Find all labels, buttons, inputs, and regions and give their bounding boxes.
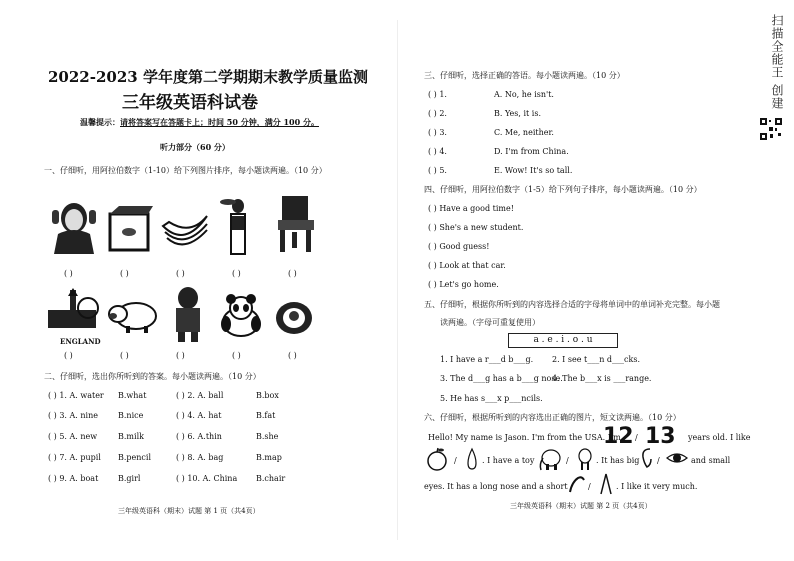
- option-slash: /: [566, 456, 569, 465]
- listening-header: 听力部分（60 分）: [160, 142, 230, 152]
- notice: [80, 117, 319, 128]
- answer-number[interactable]: ( ) 3.: [428, 128, 447, 137]
- choice-b: B.girl: [118, 474, 141, 483]
- panda-picture: [218, 294, 264, 338]
- answer-option: A. No, he isn't.: [494, 90, 554, 99]
- choice-b: B.box: [256, 391, 279, 400]
- box-picture: [107, 204, 153, 254]
- passage-line3-end: . I like it very much.: [616, 482, 698, 491]
- fill-word[interactable]: 3. The d___g has a b___g nose.: [440, 374, 563, 383]
- answer-number[interactable]: ( ) 5.: [428, 166, 447, 175]
- answer-option: B. Yes, it is.: [494, 109, 541, 118]
- bananas-picture: [161, 206, 209, 246]
- passage-line1-start: Hello! My name is Jason. I'm from the USA. I'm: [428, 433, 621, 442]
- section3-instruction: 三、仔细听，选择正确的答语。每小题读两遍。（10 分）: [424, 71, 625, 80]
- passage-line3-start: eyes. It has a long nose and a short: [424, 482, 568, 491]
- long-tail-picture[interactable]: [598, 472, 614, 496]
- option-slash: /: [588, 482, 591, 491]
- eye-picture[interactable]: [666, 450, 688, 466]
- page-footer-left: 三年级英语科（期末）试题 第 1 页（共4页）: [118, 507, 260, 515]
- choice-b: B.fat: [256, 411, 276, 420]
- option-slash: /: [635, 433, 638, 442]
- choice-b: B.she: [256, 432, 279, 441]
- sentence-item[interactable]: ( ) Have a good time!: [428, 204, 514, 213]
- answer-paren[interactable]: ( ): [176, 269, 185, 278]
- answer-paren[interactable]: ( ): [288, 269, 297, 278]
- notice-text: 请将答案写在答题卡上；时间 50 分钟，满分 100 分。: [120, 117, 319, 127]
- choice-b: B.what: [118, 391, 147, 400]
- choice-b: B.map: [256, 453, 282, 462]
- exam-title-line1: 2022-2023 学年度第二学期期末教学质量监测: [48, 68, 368, 86]
- answer-paren[interactable]: ( ): [176, 351, 185, 360]
- answer-paren[interactable]: ( ): [232, 351, 241, 360]
- choice-b: B.pencil: [118, 453, 152, 462]
- answer-number[interactable]: ( ) 1.: [428, 90, 447, 99]
- fill-word[interactable]: 4. The b___x is ___range.: [552, 374, 652, 383]
- answer-paren[interactable]: ( ): [120, 351, 129, 360]
- england-label: ENGLAND: [60, 337, 101, 346]
- apple-picture[interactable]: [426, 447, 448, 471]
- knight-picture: [168, 286, 208, 344]
- sentence-item[interactable]: ( ) Let's go home.: [428, 280, 499, 289]
- choice-item[interactable]: ( ) 2. A. ball: [176, 391, 224, 400]
- passage-small: and small: [691, 456, 731, 465]
- exam-title-line2: 三年级英语科试卷: [122, 93, 258, 113]
- answer-number[interactable]: ( ) 4.: [428, 147, 447, 156]
- page-footer-right: 三年级英语科（期末）试题 第 2 页（共4页）: [510, 502, 652, 510]
- bird-nest-picture: [272, 292, 316, 338]
- section5-instruction-line2: 读两遍。（字母可重复使用）: [440, 318, 540, 327]
- answer-paren[interactable]: ( ): [232, 269, 241, 278]
- answer-paren[interactable]: ( ): [288, 351, 297, 360]
- passage-line1-end: years old. I like: [688, 433, 751, 442]
- pig-picture: [106, 298, 158, 334]
- choice-b: B.milk: [118, 432, 144, 441]
- section4-instruction: 四、仔细听，用阿拉伯数字（1-5）给下列句子排序，每小题读两遍。（10 分）: [424, 185, 702, 194]
- choice-item[interactable]: ( ) 3. A. nine: [48, 411, 98, 420]
- choice-b: B.nice: [118, 411, 144, 420]
- answer-option: C. Me, neither.: [494, 128, 554, 137]
- choice-item[interactable]: ( ) 4. A. hat: [176, 411, 222, 420]
- answer-paren[interactable]: ( ): [64, 269, 73, 278]
- short-tail-picture[interactable]: [566, 472, 586, 496]
- choice-item[interactable]: ( ) 10. A. China: [176, 474, 238, 483]
- choice-b: B.chair: [256, 474, 286, 483]
- choice-item[interactable]: ( ) 1. A. water: [48, 391, 104, 400]
- section5-instruction-line1: 五、仔细听，根据你所听到的内容选择合适的字母将单词中的单词补充完整。每小题: [424, 300, 720, 309]
- pear-picture[interactable]: [466, 447, 478, 471]
- choice-item[interactable]: ( ) 7. A. pupil: [48, 453, 101, 462]
- section1-instruction: 一、仔细听，用阿拉伯数字（1-10）给下列图片排序，每小题读两遍。（10 分）: [44, 166, 327, 175]
- choice-item[interactable]: ( ) 5. A. new: [48, 432, 98, 441]
- answer-number[interactable]: ( ) 2.: [428, 109, 447, 118]
- choice-item[interactable]: ( ) 6. A.thin: [176, 432, 222, 441]
- sentence-item[interactable]: ( ) She's a new student.: [428, 223, 524, 232]
- fill-word[interactable]: 1. I have a r___d b___g.: [440, 355, 534, 364]
- qr-code-icon: [760, 118, 782, 140]
- option-slash: /: [657, 456, 660, 465]
- choice-item[interactable]: ( ) 9. A. boat: [48, 474, 99, 483]
- fill-word[interactable]: 5. He has s___x p___ncils.: [440, 394, 543, 403]
- sentence-item[interactable]: ( ) Look at that car.: [428, 261, 506, 270]
- passage-toy: . I have a toy: [482, 456, 535, 465]
- option-13[interactable]: 13: [645, 424, 676, 449]
- option-12[interactable]: 12: [603, 424, 634, 449]
- england-landmarks-picture: [44, 288, 100, 336]
- answer-paren[interactable]: ( ): [120, 269, 129, 278]
- answer-paren[interactable]: ( ): [64, 351, 73, 360]
- elephant-toy-picture[interactable]: [536, 446, 562, 472]
- man-hands-ears-picture: [46, 196, 102, 254]
- fill-word[interactable]: 2. I see t___n d___cks.: [552, 355, 641, 364]
- answer-option: E. Wow! It's so tall.: [494, 166, 573, 175]
- choice-item[interactable]: ( ) 8. A. bag: [176, 453, 224, 462]
- answer-option: D. I'm from China.: [494, 147, 569, 156]
- notice-label: 温馨提示：: [80, 117, 120, 127]
- page-divider: [397, 20, 398, 540]
- scanner-watermark: 扫描全能王 创建: [770, 14, 784, 110]
- ear-picture[interactable]: [640, 447, 654, 469]
- sentence-item[interactable]: ( ) Good guess!: [428, 242, 490, 251]
- section2-instruction: 二、仔细听，选出你所听到的答案。每小题读两遍。（10 分）: [44, 372, 261, 381]
- chair-picture: [270, 194, 320, 254]
- passage-big: . It has big: [596, 456, 640, 465]
- woman-waiter-picture: [218, 196, 258, 256]
- letter-choices-box: a . e . i . o . u: [508, 333, 618, 348]
- section6-instruction: 六、仔细听，根据所听到的内容选出正确的图片，短文读两遍。（10 分）: [424, 413, 681, 422]
- dog-toy-picture[interactable]: [576, 446, 594, 472]
- option-slash: /: [454, 456, 457, 465]
